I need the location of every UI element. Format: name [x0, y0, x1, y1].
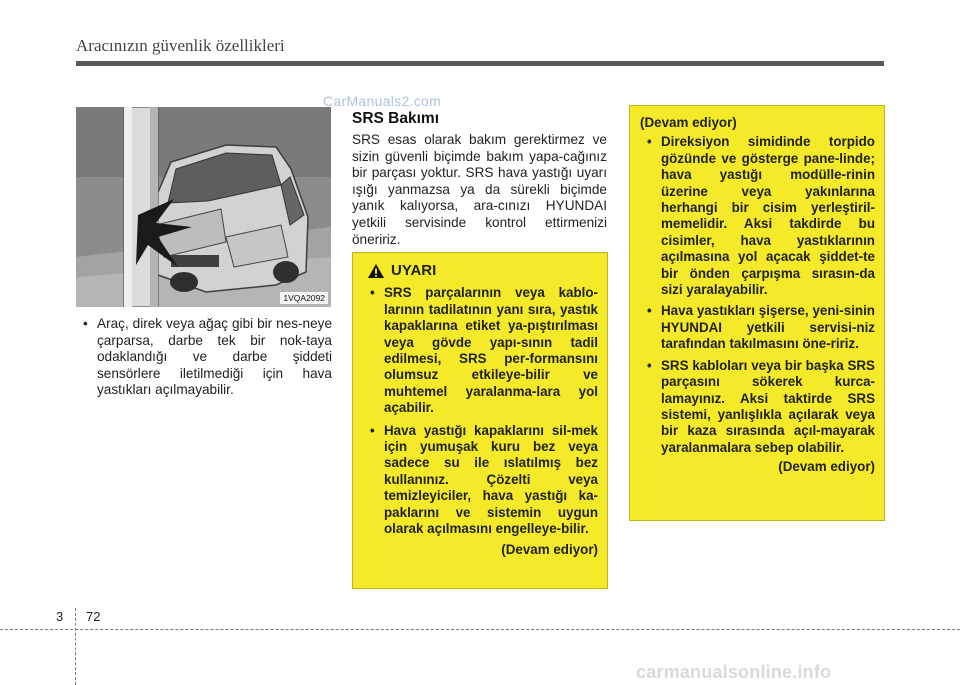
- header-rule: [76, 61, 884, 66]
- footer-rule: [0, 629, 960, 630]
- warning-heading-text: UYARI: [391, 262, 437, 279]
- car-pole-crash-drawing: [76, 107, 331, 307]
- left-note-bullet: • Araç, direk veya ağaç gibi bir nes-neye çarparsa, darbe tek bir nok-taya odaklandığı ve darbe şiddeti sensörlere iletilmediği için hava yastıkları açılmayabilir.: [76, 316, 332, 399]
- section-body: SRS esas olarak bakım gerektirmez ve sizin güvenli biçimde bakım yapa-cağınız bir parçası yoktur. SRS hava yastığı uyarı ışığı yanmazsa ya da sürekli biçimde yanık kalıyorsa, ara-cınızı HYUNDAI yetkili servisinde kontrol ettirmenizi öneririz.: [352, 132, 607, 247]
- continued-item: • SRS kabloları veya bir başka SRS parçasını sökerek kurca-lamayınız. Aksi taktirde SRS sistemi, yanlışlıkla açılarak veya bir kaza sırasında açıl-mayarak yaralanmalara sebep olabilir.: [640, 358, 875, 456]
- warning-continued: (Devam ediyor): [501, 541, 598, 557]
- warning-triangle-icon: [367, 263, 385, 279]
- figure-code: 1VQA2092: [280, 292, 328, 304]
- crash-illustration: [76, 107, 331, 307]
- continued-warning-box: [629, 105, 885, 521]
- page-number: 72: [86, 609, 101, 624]
- watermark-top: CarManuals2.com: [323, 93, 442, 109]
- footer-divider: [75, 608, 76, 685]
- left-note: [76, 316, 332, 399]
- page-header-title: Aracınızın güvenlik özellikleri: [76, 36, 285, 55]
- warning-item: • SRS parçalarının veya kablo-larının tadilatının yanı sıra, yastık kapaklarına etiket ya-pıştırılması veya gövde yapı-sının tadil edilmesi, SRS per-formansını olumsuz etkileye-bilir ve muhtemel yaralanma-lara yol açabilir.: [363, 285, 598, 416]
- warning-heading: [367, 263, 598, 279]
- continued-heading: (Devam ediyor): [640, 115, 737, 130]
- continued-box-continued: (Devam ediyor): [778, 459, 875, 475]
- continued-item: • Direksiyon simidinde torpido gözünde ve gösterge pane-linde; hava yastığı modülle-rinin üzerine veya yakınlarına herhangi bir cisim yerleştiril-memelidir. Aksi takdirde bu cisimler, hava yastıklarının açılmasına yol açacak şiddet-te bir önden çarpışma sırasın-da sizi yaralayabilir.: [640, 134, 875, 298]
- chapter-number: 3: [56, 609, 64, 624]
- continued-item: • Hava yastıkları şişerse, yeni-sinin HYUNDAI yetkili servisi-niz tarafından takılmasını öne-ririz.: [640, 303, 875, 352]
- section-title: SRS Bakımı: [352, 110, 440, 127]
- watermark-bottom: carmanualsonline.info: [636, 662, 832, 682]
- warning-item: • Hava yastığı kapaklarını sil-mek için yumuşak kuru bez veya sadece su ile ıslatılmış bez kullanınız. Çözelti veya temizleyiciler, hava yastığı ka-paklarını ve sistemin uygun olarak açılmasını engelleye-bilir.: [363, 423, 598, 538]
- warning-box: [352, 252, 608, 589]
